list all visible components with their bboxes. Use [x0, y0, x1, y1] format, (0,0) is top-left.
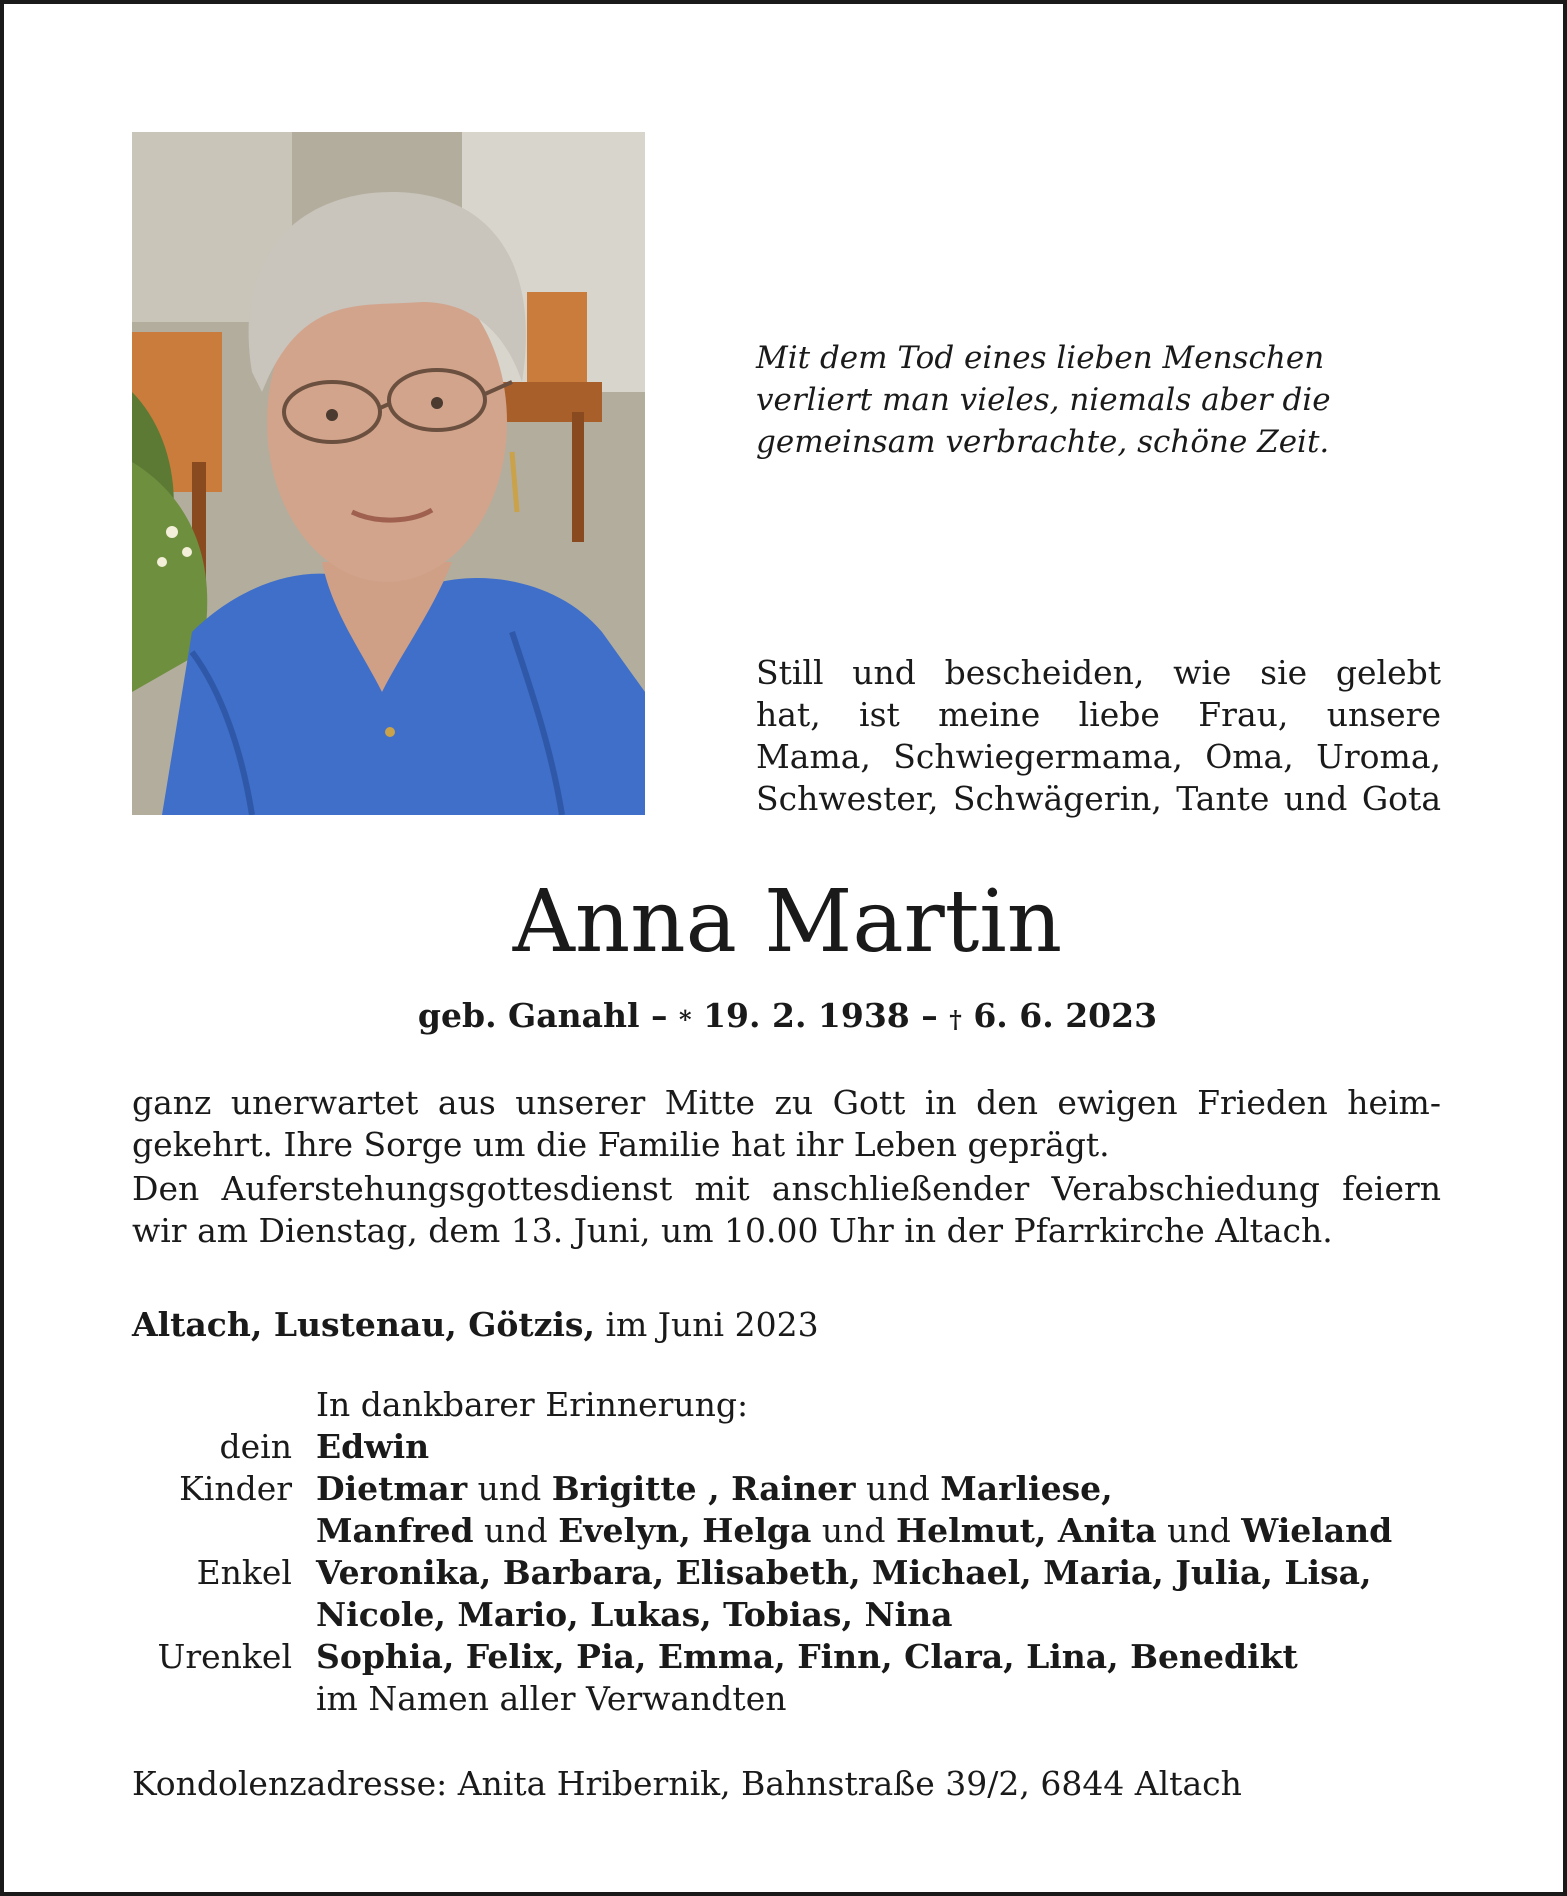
family-relation	[132, 1594, 316, 1636]
family-member-name: Edwin	[316, 1427, 430, 1466]
family-intro-row	[132, 1384, 1452, 1426]
family-names	[316, 1552, 1372, 1594]
life-dates	[4, 994, 1567, 1038]
family-member-name: Rainer	[731, 1469, 856, 1508]
family-row	[132, 1594, 1452, 1636]
family-names	[316, 1678, 786, 1720]
family-list	[132, 1384, 1452, 1720]
family-relation	[132, 1510, 316, 1552]
announcement-body	[132, 1082, 1441, 1252]
portrait-photo	[132, 132, 645, 815]
family-row	[132, 1636, 1452, 1678]
intro-line: Still und bescheiden, wie sie gelebt	[756, 653, 1441, 692]
family-relation: Urenkel	[157, 1637, 292, 1676]
quote-line: verliert man vieles, niemals aber die	[756, 382, 1331, 418]
deceased-name: Anna Martin	[512, 872, 1063, 972]
family-connector: und	[1156, 1511, 1242, 1550]
family-connector: und	[855, 1469, 941, 1508]
family-relation: dein	[219, 1427, 292, 1466]
family-row	[132, 1426, 1452, 1468]
places: Altach, Lustenau, Götzis,	[132, 1305, 595, 1344]
family-connector: und	[467, 1469, 552, 1508]
intro-line: Schwester, Schwägerin, Tante und Gota	[756, 779, 1441, 818]
family-relation	[132, 1678, 316, 1720]
family-member-name: Evelyn, Helga	[558, 1511, 812, 1550]
place-and-date	[132, 1304, 1432, 1346]
quote	[756, 337, 1456, 463]
portrait-illustration	[132, 132, 645, 815]
family-row	[132, 1468, 1452, 1510]
family-names	[316, 1468, 1113, 1510]
family-member-name: Helmut, Anita	[895, 1511, 1157, 1550]
family-relation: Kinder	[179, 1469, 292, 1508]
family-member-name: Marliese,	[940, 1469, 1113, 1508]
family-member-name: Nicole, Mario, Lukas, Tobias, Nina	[316, 1595, 953, 1634]
family-connector: im Namen aller Verwandten	[316, 1679, 787, 1718]
family-member-name: Veronika, Barbara, Elisabeth, Michael, Maria, Julia, Lisa,	[316, 1553, 1372, 1592]
intro-text	[756, 652, 1441, 820]
family-names	[316, 1594, 953, 1636]
family-row	[132, 1678, 1452, 1720]
dates-separator: –	[921, 996, 938, 1035]
family-member-name: Dietmar	[316, 1469, 468, 1508]
family-member-name: Manfred	[316, 1511, 474, 1550]
announcement-date: im Juni 2023	[605, 1305, 819, 1344]
dates-separator: –	[651, 996, 668, 1035]
family-names	[316, 1426, 429, 1468]
intro-line: hat, ist meine liebe Frau, unsere	[756, 695, 1441, 734]
family-row	[132, 1510, 1452, 1552]
birth-date: 19. 2. 1938	[703, 996, 910, 1035]
birth-symbol: *	[679, 1005, 692, 1034]
family-intro: In dankbarer Erinnerung:	[316, 1385, 749, 1424]
family-member-name: Wieland	[1241, 1511, 1393, 1550]
condolence-address: Kondolenzadresse: Anita Hribernik, Bahnstraße 39/2, 6844 Altach	[132, 1764, 1242, 1803]
body-line: ganz unerwartet aus unserer Mitte zu Gott in den ewigen Frieden heim-	[132, 1083, 1441, 1122]
family-relation: Enkel	[196, 1553, 292, 1592]
body-line: Den Auferstehungsgottesdienst mit anschließender Verabschiedung feiern	[132, 1169, 1441, 1208]
family-names	[316, 1636, 1298, 1678]
body-line: gekehrt. Ihre Sorge um die Familie hat ihr Leben geprägt.	[132, 1125, 1110, 1164]
death-date: 6. 6. 2023	[973, 996, 1158, 1035]
family-names	[316, 1510, 1392, 1552]
family-connector: und	[473, 1511, 559, 1550]
quote-line: Mit dem Tod eines lieben Menschen	[756, 340, 1325, 376]
family-connector: und	[811, 1511, 896, 1550]
family-row	[132, 1552, 1452, 1594]
death-symbol: †	[949, 1005, 962, 1034]
birth-name: geb. Ganahl	[417, 996, 640, 1035]
family-member-name: Sophia, Felix, Pia, Emma, Finn, Clara, Lina, Benedikt	[316, 1637, 1298, 1676]
family-member-name: ,	[696, 1469, 732, 1508]
quote-line: gemeinsam verbrachte, schöne Zeit.	[756, 424, 1330, 460]
family-member-name: Brigitte	[551, 1469, 697, 1508]
body-line: wir am Dienstag, dem 13. Juni, um 10.00 Uhr in der Pfarrkirche Altach.	[132, 1211, 1333, 1250]
intro-line: Mama, Schwiegermama, Oma, Uroma,	[756, 737, 1441, 776]
